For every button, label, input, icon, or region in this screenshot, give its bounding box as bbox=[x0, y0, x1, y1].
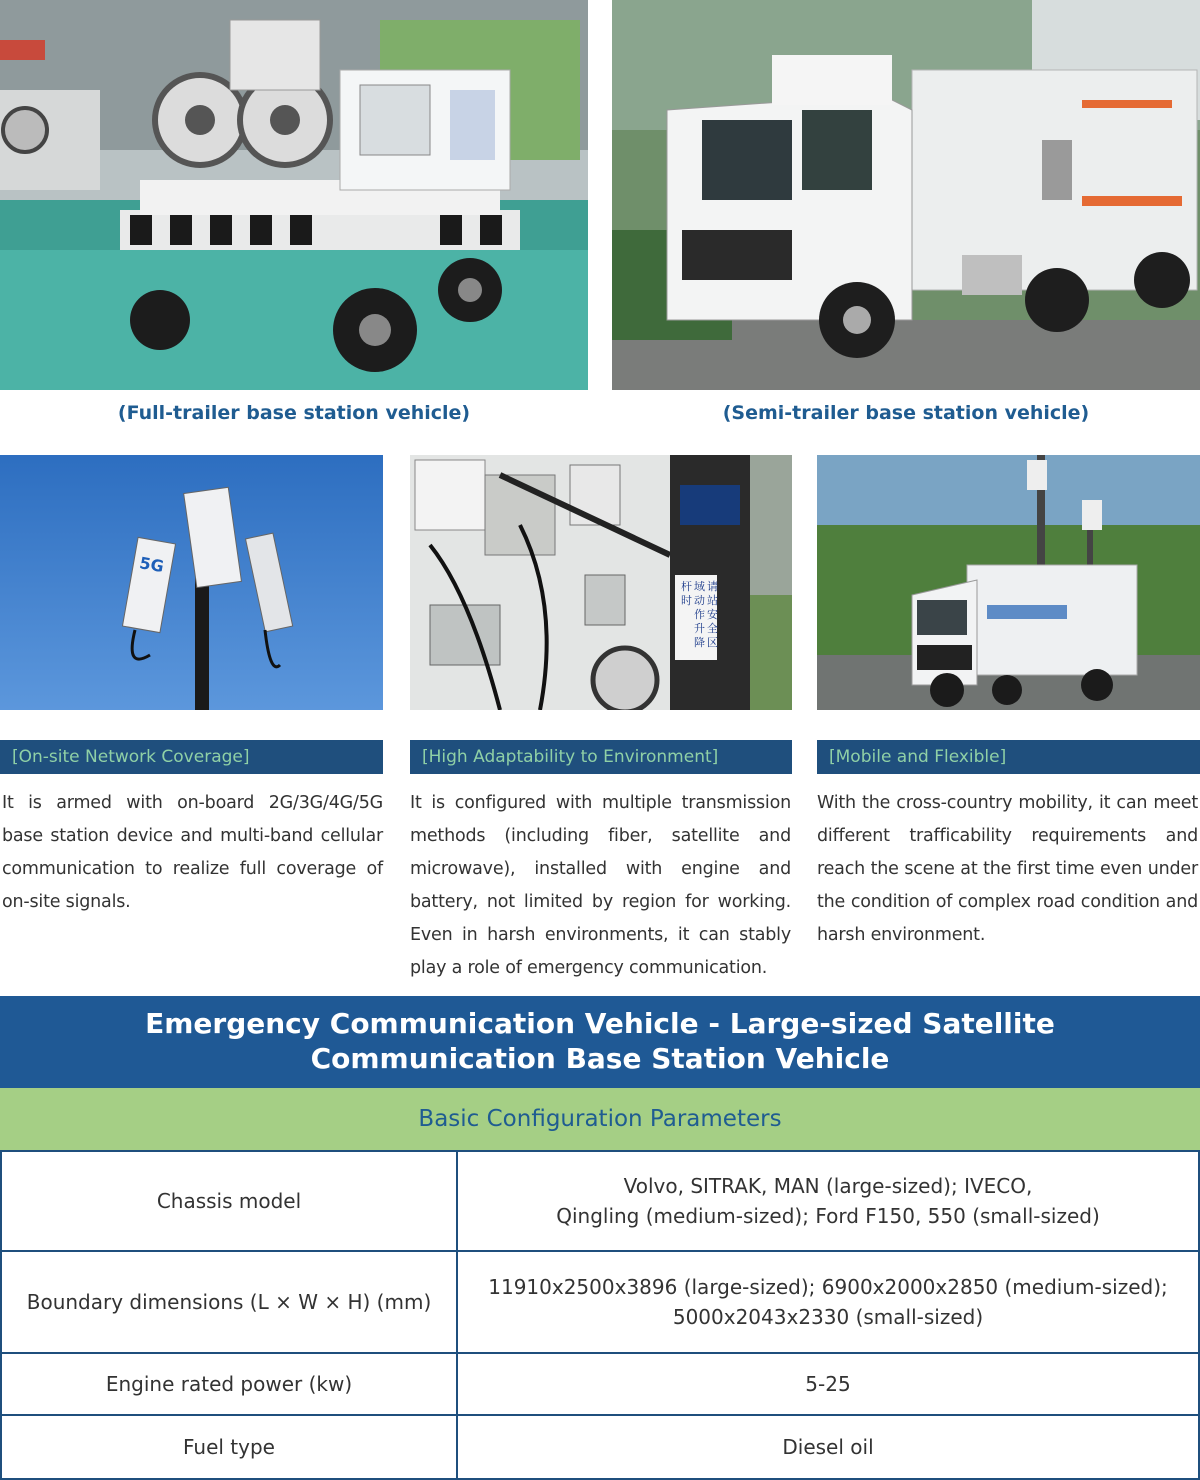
spec-value-fuel: Diesel oil bbox=[457, 1415, 1199, 1479]
mast-badge-5g-label: 5G bbox=[138, 553, 166, 577]
spec-label-dimensions: Boundary dimensions (L × W × H) (mm) bbox=[1, 1251, 457, 1353]
full-trailer-caption: (Full-trailer base station vehicle) bbox=[117, 402, 471, 424]
feature-text-coverage: It is armed with on-board 2G/3G/4G/5G base station device and multi-band cellular communication to realize full coverage of on-site signals. bbox=[2, 793, 383, 912]
spec-label-chassis: Chassis model bbox=[1, 1151, 457, 1251]
spec-value-line: 11910x2500x3896 (large-sized); 6900x2000x2850 (medium-sized); bbox=[488, 1275, 1168, 1299]
spec-value-line: 5000x2043x2330 (small-sized) bbox=[672, 1305, 984, 1329]
mobile-vehicle-photo bbox=[817, 455, 1200, 710]
feature-heading-mobility: [Mobile and Flexible] bbox=[817, 740, 1200, 774]
table-row bbox=[1, 1353, 1199, 1415]
full-trailer-photo bbox=[0, 0, 588, 390]
spec-value-line: Qingling (medium-sized); Ford F150, 550 (small-sized) bbox=[556, 1204, 1100, 1228]
equipment-interior-photo bbox=[410, 455, 792, 710]
spec-title-line-1: Emergency Communication Vehicle - Large-sized Satellite bbox=[145, 1007, 1055, 1040]
semi-trailer-photo bbox=[612, 0, 1200, 390]
feature-text-adaptability: It is configured with multiple transmission methods (including fiber, satellite and microwave), installed with engine and battery, not limited by region for working. Even in harsh environments, it can stably play a role of emergency communication. bbox=[410, 793, 791, 978]
table-row bbox=[1, 1251, 1199, 1353]
spec-subtitle: Basic Configuration Parameters bbox=[0, 1088, 1200, 1150]
spec-label-engine-power: Engine rated power (kw) bbox=[1, 1353, 457, 1415]
semi-trailer-caption: (Semi-trailer base station vehicle) bbox=[722, 402, 1090, 424]
spec-table bbox=[0, 1150, 1200, 1480]
table-row bbox=[1, 1151, 1199, 1251]
spec-title-line-2: Communication Base Station Vehicle bbox=[310, 1042, 890, 1075]
spec-value-chassis bbox=[457, 1151, 1199, 1251]
feature-heading-coverage: [On-site Network Coverage] bbox=[0, 740, 383, 774]
spec-value-engine-power: 5-25 bbox=[457, 1353, 1199, 1415]
table-row bbox=[1, 1415, 1199, 1479]
spec-label-fuel: Fuel type bbox=[1, 1415, 457, 1479]
feature-heading-adaptability: [High Adaptability to Environment] bbox=[410, 740, 792, 774]
spec-title bbox=[0, 996, 1200, 1088]
spec-value-line: Volvo, SITRAK, MAN (large-sized); IVECO, bbox=[623, 1174, 1033, 1198]
spec-value-dimensions bbox=[457, 1251, 1199, 1353]
pole-safety-sign: 请站安全区域动作升降杆时 bbox=[681, 580, 718, 649]
feature-text-mobility: With the cross-country mobility, it can meet different trafficability requirements and reach the scene at the first time even under the condition of complex road condition and harsh environment. bbox=[817, 793, 1198, 945]
network-mast-photo bbox=[0, 455, 383, 710]
